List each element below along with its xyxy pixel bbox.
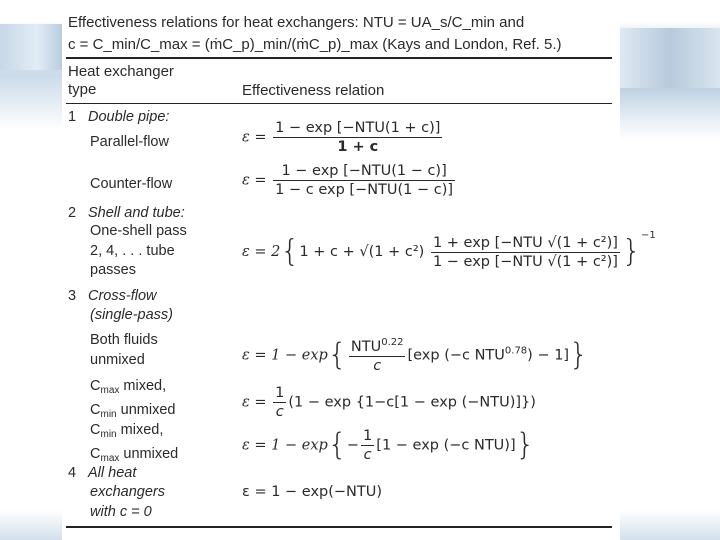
numerator xyxy=(349,337,406,357)
label-line: with c = 0 xyxy=(90,503,152,520)
label-counter-flow: Counter-flow xyxy=(90,176,173,192)
fraction xyxy=(273,120,442,155)
tail-exponent: 0.78 xyxy=(504,345,528,357)
column-header-type-line2: type xyxy=(68,81,97,98)
left-brace: { xyxy=(327,337,347,373)
formula-both-fluids-unmixed xyxy=(242,337,588,374)
label-text: unmixed xyxy=(119,445,179,462)
label-single-pass xyxy=(90,306,173,326)
formula-one-shell-pass xyxy=(242,230,656,270)
right-brace: } xyxy=(515,427,535,463)
row-number: 2 xyxy=(68,205,77,221)
formula-cmin-mixed: ε = 1 − exp{− $\frac{1}{c}$ [1 − exp (−c NTU)]} xyxy=(242,427,535,463)
fraction xyxy=(361,428,374,463)
row-title: Double pipe: xyxy=(88,109,170,125)
denominator: c xyxy=(373,357,382,374)
label-text: unmixed xyxy=(116,401,176,418)
formula-all-heat-exchangers: ε = 1 − exp(−NTU) xyxy=(242,484,383,500)
label-cmax-mixed xyxy=(90,377,175,424)
label-parallel-flow: Parallel-flow xyxy=(90,134,169,150)
subscript: min xyxy=(100,429,117,440)
slide-right-decoration xyxy=(620,0,720,540)
left-brace: { xyxy=(327,427,347,463)
denominator: c xyxy=(363,447,372,463)
formula-lhs: ε = 2 xyxy=(242,244,281,260)
formula-lhs: ε = xyxy=(242,129,267,146)
formula-counter-flow xyxy=(242,163,457,198)
numerator-base: NTU xyxy=(350,338,382,355)
row-number: 1 xyxy=(68,109,77,125)
effectiveness-table xyxy=(62,0,656,540)
row-cross-flow xyxy=(68,287,156,306)
label-line: One-shell pass xyxy=(90,223,187,239)
symbol: C xyxy=(90,445,101,462)
label-text: mixed, xyxy=(116,422,164,438)
denominator: 1 − c exp [−NTU(1 − c)] xyxy=(275,182,454,198)
row-title: Cross-flow xyxy=(88,288,157,304)
fraction xyxy=(273,385,286,420)
tail-end: ) − 1] xyxy=(527,347,570,364)
label-line: Both fluids xyxy=(90,332,158,348)
numerator-exponent: 0.22 xyxy=(381,337,404,348)
numerator: 1 xyxy=(275,385,285,401)
numerator: 1 + exp [−NTU √(1 + c²)] xyxy=(432,234,618,251)
bottom-rule xyxy=(66,526,612,528)
denominator: 1 + c xyxy=(337,139,379,155)
row-title: Shell and tube: xyxy=(88,205,185,221)
label-cmin-mixed xyxy=(90,421,178,468)
column-header-type xyxy=(68,63,174,99)
caption-line-1: Effectiveness relations for heat exchangers: NTU = UA_s/C_min and xyxy=(68,14,525,31)
column-header-type-line1: Heat exchanger xyxy=(68,63,174,80)
formula-lhs: ε = xyxy=(242,394,267,411)
subscript: max xyxy=(100,385,120,396)
right-brace: } xyxy=(569,337,589,373)
numerator: 1 − exp [−NTU(1 + c)] xyxy=(275,120,441,136)
label-all-heat-exchangers xyxy=(90,483,165,522)
symbol: C xyxy=(90,378,101,394)
numerator: 1 xyxy=(363,428,373,444)
inner-term: 1 + c + √(1 + c²) xyxy=(299,244,425,260)
label-line: 2, 4, . . . tube xyxy=(90,242,175,259)
table-caption xyxy=(68,12,614,56)
label-line: unmixed xyxy=(90,351,145,368)
column-header-relation: Effectiveness relation xyxy=(242,82,385,99)
fraction xyxy=(349,337,406,374)
row-shell-and-tube xyxy=(68,204,185,223)
row-all-heat-exchangers xyxy=(68,464,136,483)
row-subtitle: (single-pass) xyxy=(90,307,173,323)
formula-cmax-mixed xyxy=(242,385,536,420)
formula-lhs: ε = xyxy=(242,172,267,189)
row-number: 3 xyxy=(68,288,77,304)
top-rule xyxy=(66,57,612,59)
right-brace: } xyxy=(621,234,642,269)
label-one-shell-pass xyxy=(90,222,187,281)
slide-left-decoration xyxy=(0,0,62,540)
numerator: 1 − exp [−NTU(1 − c)] xyxy=(273,163,455,181)
tail-term: [exp (−c NTU xyxy=(407,347,505,364)
symbol: C xyxy=(90,401,101,418)
label-line: passes xyxy=(90,262,136,278)
formula-lhs: ε = 1 − exp xyxy=(242,437,328,454)
tail-term: [1 − exp (−c NTU)] xyxy=(376,437,516,454)
fraction xyxy=(273,163,455,198)
denominator: c xyxy=(275,404,284,420)
subscript: min xyxy=(100,408,117,420)
tail-term: (1 − exp {1−c[1 − exp (−NTU)]}) xyxy=(288,394,536,411)
label-text: mixed, xyxy=(119,378,167,394)
symbol: C xyxy=(90,422,101,438)
denominator: 1 − exp [−NTU √(1 + c²)] xyxy=(432,253,618,270)
label-line: exchangers xyxy=(90,484,165,500)
formula-lhs: ε = 1 − exp xyxy=(242,347,328,364)
label-both-fluids-unmixed xyxy=(90,331,158,370)
header-rule xyxy=(66,103,612,104)
formula-parallel-flow xyxy=(242,120,444,155)
label-line xyxy=(90,377,175,401)
subscript: max xyxy=(100,452,120,464)
row-title: All heat xyxy=(88,465,137,481)
fraction xyxy=(431,235,620,270)
row-number: 4 xyxy=(68,465,77,481)
exponent: −1 xyxy=(641,230,656,241)
row-double-pipe xyxy=(68,108,169,127)
caption-line-2: c = C_min/C_max = (ṁC_p)_min/(ṁC_p)_max (Kays and London, Ref. 5.) xyxy=(68,36,562,53)
left-brace: { xyxy=(280,234,300,269)
label-line xyxy=(90,421,178,445)
